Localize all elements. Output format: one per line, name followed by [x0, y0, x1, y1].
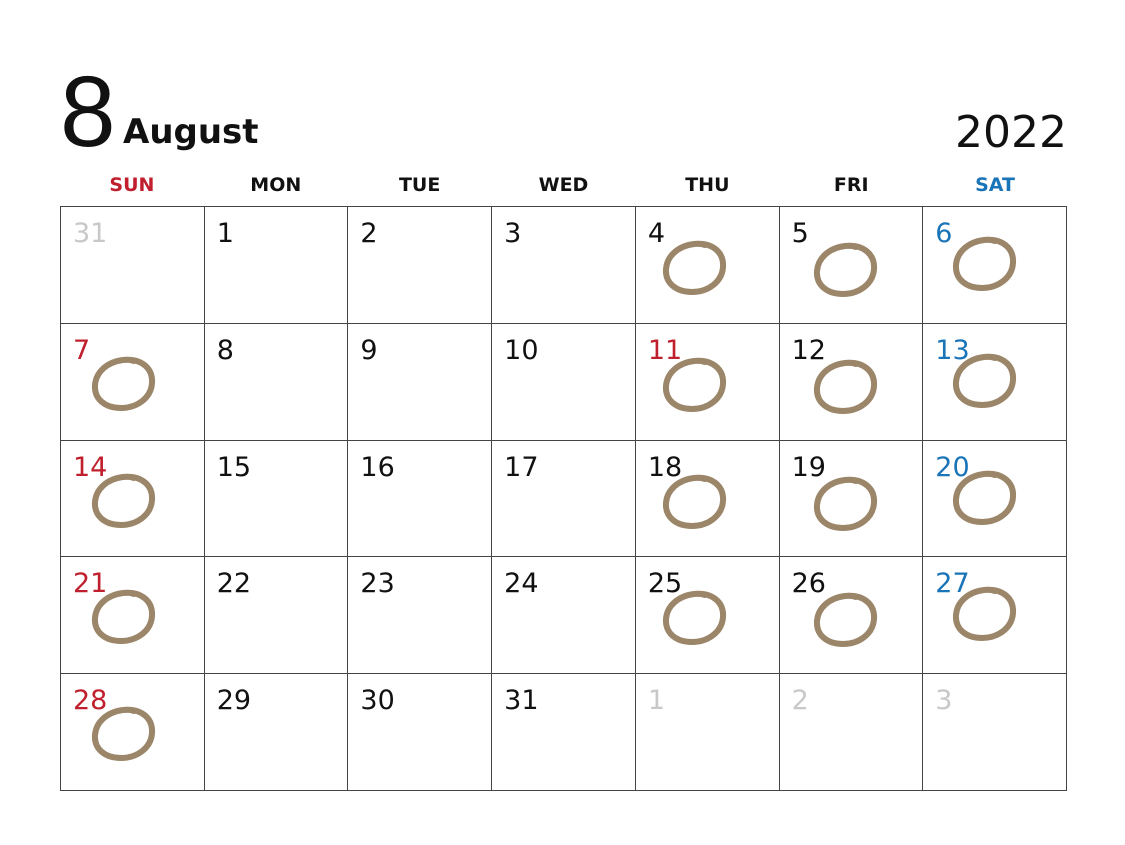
circle-mark-icon — [654, 351, 734, 421]
day-number: 12 — [791, 334, 826, 366]
day-number: 7 — [73, 334, 91, 366]
day-cell[interactable] — [780, 674, 924, 791]
day-number: 20 — [935, 451, 970, 483]
day-cell[interactable] — [923, 207, 1067, 324]
day-number: 23 — [360, 568, 395, 600]
circle-mark-stroke — [666, 244, 723, 292]
calendar-grid — [60, 206, 1067, 791]
circle-mark-icon — [83, 700, 163, 770]
day-number: 2 — [791, 685, 809, 717]
circle-mark-icon — [944, 464, 1024, 534]
weekday-header-row — [60, 172, 1067, 198]
circle-mark-stroke — [666, 361, 723, 409]
day-number: 1 — [216, 218, 234, 249]
day-number: 3 — [935, 685, 953, 717]
circle-mark-stroke — [956, 357, 1013, 405]
circle-mark-stroke — [95, 593, 152, 641]
circle-mark-stroke — [95, 360, 152, 408]
circle-mark-icon — [654, 468, 734, 538]
day-number: 31 — [73, 218, 108, 249]
circle-mark-stroke — [956, 590, 1013, 638]
day-number: 31 — [504, 685, 539, 717]
day-number: 4 — [647, 218, 666, 249]
day-number: 30 — [360, 685, 395, 717]
day-cell[interactable] — [636, 557, 780, 674]
day-cell[interactable] — [492, 557, 636, 674]
day-number: 8 — [216, 334, 234, 366]
day-number: 16 — [360, 451, 395, 483]
day-cell[interactable] — [780, 441, 924, 558]
day-cell[interactable] — [205, 441, 349, 558]
day-cell[interactable] — [205, 324, 349, 441]
day-cell[interactable] — [61, 441, 205, 558]
circle-mark-icon — [654, 584, 734, 654]
day-number: 27 — [935, 568, 970, 600]
circle-mark-stroke — [95, 476, 152, 524]
day-number: 10 — [504, 334, 539, 366]
day-number: 5 — [791, 218, 809, 249]
day-number: 26 — [791, 568, 826, 600]
day-cell[interactable] — [780, 557, 924, 674]
day-number: 15 — [216, 451, 252, 483]
day-cell[interactable] — [923, 441, 1067, 558]
year: 2022 — [955, 107, 1067, 158]
day-cell[interactable] — [61, 557, 205, 674]
day-cell[interactable] — [636, 441, 780, 558]
circle-mark-stroke — [95, 710, 152, 758]
day-cell[interactable] — [636, 674, 780, 791]
day-number: 29 — [216, 685, 252, 717]
day-cell[interactable] — [348, 557, 492, 674]
day-cell[interactable] — [636, 207, 780, 324]
day-number: 17 — [504, 451, 539, 483]
circle-mark-stroke — [816, 479, 873, 527]
day-cell[interactable] — [348, 324, 492, 441]
day-cell[interactable] — [348, 441, 492, 558]
day-number: 11 — [647, 334, 683, 366]
day-number: 9 — [360, 334, 378, 366]
day-cell[interactable] — [492, 674, 636, 791]
day-number: 2 — [360, 218, 378, 249]
day-cell[interactable] — [780, 207, 924, 324]
weekday-label-fri: FRI — [833, 174, 869, 196]
day-number: 6 — [935, 218, 953, 249]
circle-mark-stroke — [956, 240, 1013, 288]
day-number: 3 — [504, 218, 522, 249]
day-cell[interactable] — [923, 674, 1067, 791]
circle-mark-stroke — [816, 596, 873, 644]
day-number: 13 — [935, 334, 970, 366]
day-number: 21 — [73, 568, 108, 600]
weekday-label-sat: SAT — [975, 174, 1015, 196]
day-cell[interactable] — [61, 674, 205, 791]
day-cell[interactable] — [205, 557, 349, 674]
circle-mark-stroke — [666, 594, 723, 642]
day-cell[interactable] — [780, 324, 924, 441]
circle-mark-icon — [805, 586, 885, 656]
day-number: 14 — [73, 451, 108, 483]
weekday-label-thu: THU — [685, 174, 730, 196]
circle-mark-icon — [654, 234, 734, 304]
day-cell[interactable] — [205, 674, 349, 791]
weekday-label-wed: WED — [538, 174, 589, 196]
day-number: 24 — [504, 568, 539, 600]
day-cell[interactable] — [923, 324, 1067, 441]
circle-mark-stroke — [956, 473, 1013, 521]
day-cell[interactable] — [492, 441, 636, 558]
circle-mark-icon — [83, 467, 163, 537]
circle-mark-icon — [944, 347, 1024, 417]
circle-mark-stroke — [816, 363, 873, 411]
day-number: 18 — [647, 451, 683, 483]
circle-mark-stroke — [816, 246, 873, 294]
day-number: 22 — [216, 568, 252, 600]
day-number: 28 — [73, 685, 108, 717]
weekday-label-sun: SUN — [109, 174, 155, 196]
month-name: August — [123, 112, 259, 152]
circle-mark-icon — [83, 583, 163, 653]
circle-mark-icon — [805, 353, 885, 423]
circle-mark-stroke — [666, 477, 723, 525]
day-cell[interactable] — [923, 557, 1067, 674]
day-number: 1 — [647, 685, 666, 717]
day-cell[interactable] — [61, 207, 205, 324]
day-cell[interactable] — [636, 324, 780, 441]
day-number: 25 — [647, 568, 683, 600]
day-cell[interactable] — [348, 674, 492, 791]
circle-mark-icon — [944, 230, 1024, 300]
day-cell[interactable] — [61, 324, 205, 441]
day-number: 19 — [791, 451, 826, 483]
circle-mark-icon — [83, 350, 163, 420]
day-cell[interactable] — [348, 207, 492, 324]
day-cell[interactable] — [492, 207, 636, 324]
circle-mark-icon — [944, 580, 1024, 650]
circle-mark-icon — [805, 470, 885, 540]
weekday-label-mon: MON — [250, 174, 302, 196]
day-cell[interactable] — [492, 324, 636, 441]
weekday-label-tue: TUE — [398, 174, 441, 196]
day-cell[interactable] — [205, 207, 349, 324]
month-number: 8 — [60, 56, 116, 168]
circle-mark-icon — [805, 236, 885, 306]
